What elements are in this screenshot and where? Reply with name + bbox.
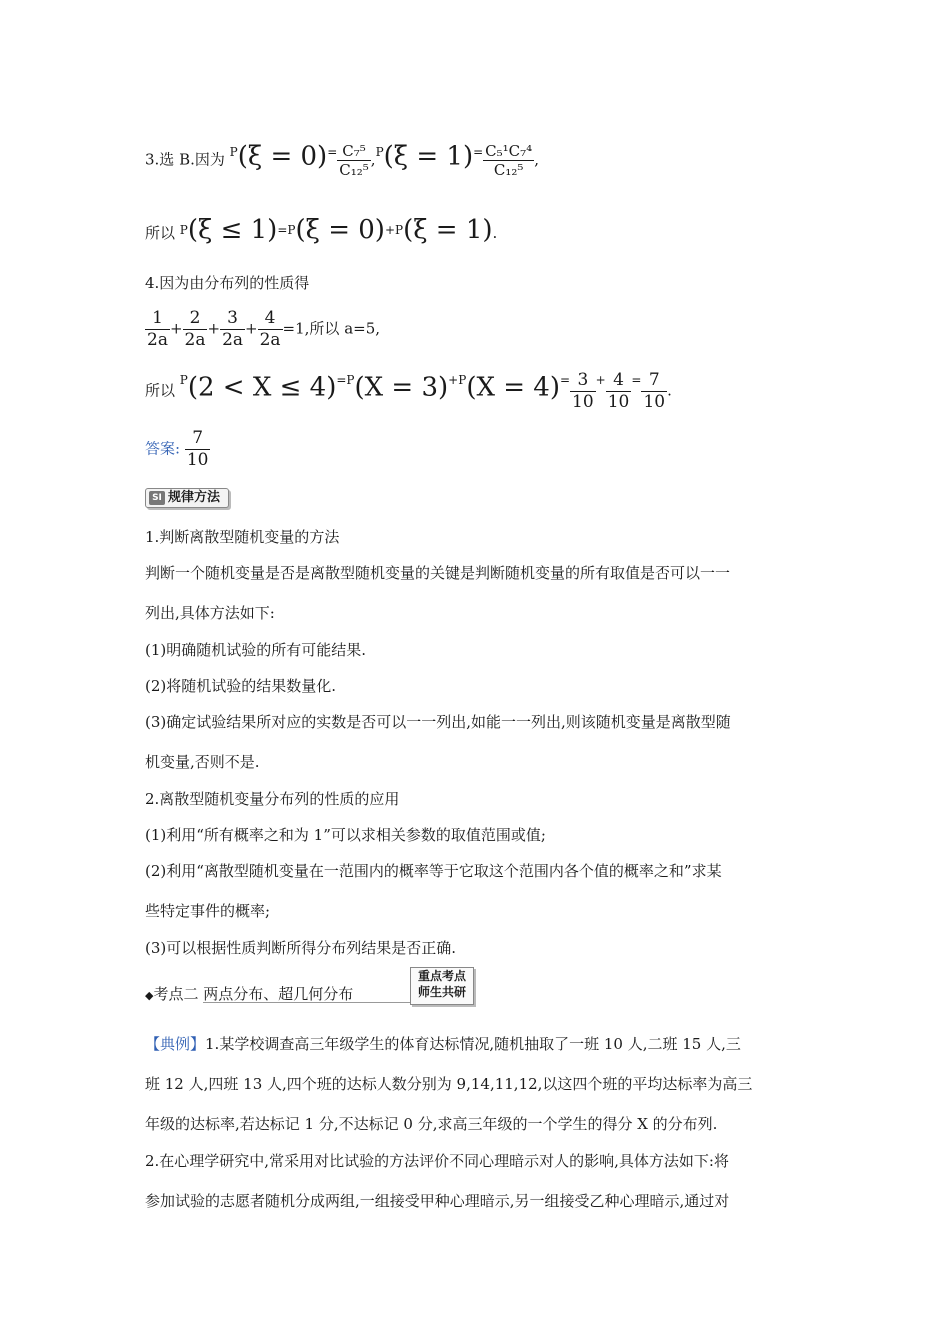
math-expr: (ξ = 1) [383, 141, 474, 172]
fraction: $\frac{7}{10}$ [643, 370, 666, 412]
method-line: (3)确定试验结果所对应的实数是否可以一一列出,如能一一列出,则该随机变量是离散型随 [145, 713, 731, 731]
fraction: $\frac{3}{10}$ [572, 370, 594, 412]
example-line: 参加试验的志愿者随机分成两组,一组接受甲种心理暗示,另一组接受乙种心理暗示,通过对 [145, 1192, 730, 1210]
section-stamp: 重点考点 师生共研 [410, 967, 474, 1005]
p-symbol: P [375, 145, 384, 159]
method-line: (3)可以根据性质判断所得分布列结果是否正确. [145, 939, 457, 957]
example-line: 【典例】1.某学校调查高三年级学生的体育达标情况,随机抽取了一班 10 人,二班 15 人,三 [145, 1035, 741, 1053]
fraction: $\frac{2}{2a}$ [184, 308, 206, 350]
example-line: 2.在心理学研究中,常采用对比试验的方法评价不同心理暗示对人的影响,具体方法如下:将 [145, 1152, 729, 1170]
equals: = [327, 145, 338, 159]
q3b-line: 所以 $^P$(ξ ≤ 1)$^{=P}$(ξ = 0)$^{+P}$(ξ = 1). [145, 215, 498, 245]
q4-intro: 4.因为由分布列的性质得 [145, 274, 310, 292]
method-icon: SI [149, 491, 165, 505]
q3-lead: 3.选 B.因为 [145, 150, 230, 169]
method-line: (2)利用“离散型随机变量在一范围内的概率等于它取这个范围内各个值的概率之和”求某 [145, 862, 722, 880]
section-title: 考点二 两点分布、超几何分布 [153, 985, 354, 1003]
method-line: (1)明确随机试验的所有可能结果. [145, 641, 367, 659]
fraction: $\frac{1}{2a}$ [147, 308, 168, 350]
fraction: $\frac{4}{2a}$ [259, 308, 281, 350]
q4-fraction-line: $\frac{1}{2a}$ + $\frac{2}{2a}$ + $\frac{3}{2a}$ + $\frac{4}{2a}$ =1,所以 a=5, [147, 308, 381, 350]
diamond-icon: ◆ [145, 989, 154, 1002]
answer-line [145, 428, 210, 471]
method-line: (2)将随机试验的结果数量化. [145, 677, 337, 695]
method-line: 列出,具体方法如下: [145, 604, 275, 622]
method-line: 1.判断离散型随机变量的方法 [145, 528, 340, 546]
answer-fraction: $\frac{7}{10}$ [186, 428, 209, 470]
answer-label: 答案: [145, 439, 181, 458]
example-line: 年级的达标率,若达标记 1 分,不达标记 0 分,求高三年级的一个学生的得分 X 的分布列. [145, 1115, 718, 1133]
section-underline [203, 1002, 413, 1003]
q3-line: 3.选 B.因为 $^P$(ξ = 0)= $\frac{\text{C₇⁵}}{\text{C₁₂⁵}}$ ,$^P$(ξ = 1)= $\frac{\text{C₅¹C₇⁴}}{\text{C₁₂⁵}}$ , [145, 141, 539, 179]
p-symbol: P [229, 145, 238, 159]
fraction: $\frac{3}{2a}$ [222, 308, 244, 350]
method-badge: SI 规律方法 [145, 488, 229, 508]
method-line: 判断一个随机变量是否是离散型随机变量的关键是判断随机变量的所有取值是否可以一一 [145, 564, 731, 582]
fraction-c51c74-c125: $\frac{\text{C₅¹C₇⁴}}{\text{C₁₂⁵}}$ [485, 142, 533, 179]
method-line: 机变量,否则不是. [145, 753, 260, 771]
method-line: 2.离散型随机变量分布列的性质的应用 [145, 790, 400, 808]
example-tag: 【典例】 [145, 1035, 206, 1053]
q4b-line: 所以 $^P$(2 < X ≤ 4)$^{=P}$(X = 3)$^{+P}$(X = 4)= $\frac{3}{10}$ + $\frac{4}{10}$ = $\frac{7}{10}$ . [145, 370, 672, 412]
method-line: (1)利用“所有概率之和为 1”可以求相关参数的取值范围或值; [145, 826, 546, 844]
example-line: 班 12 人,四班 13 人,四个班的达标人数分别为 9,14,11,12,以这四个班的平均达标率为高三 [145, 1075, 753, 1093]
fraction-c75-c125: $\frac{\text{C₇⁵}}{\text{C₁₂⁵}}$ [339, 142, 369, 179]
fraction: $\frac{4}{10}$ [607, 370, 630, 412]
math-expr: (ξ = 0) [237, 141, 328, 172]
method-line: 些特定事件的概率; [145, 902, 271, 920]
